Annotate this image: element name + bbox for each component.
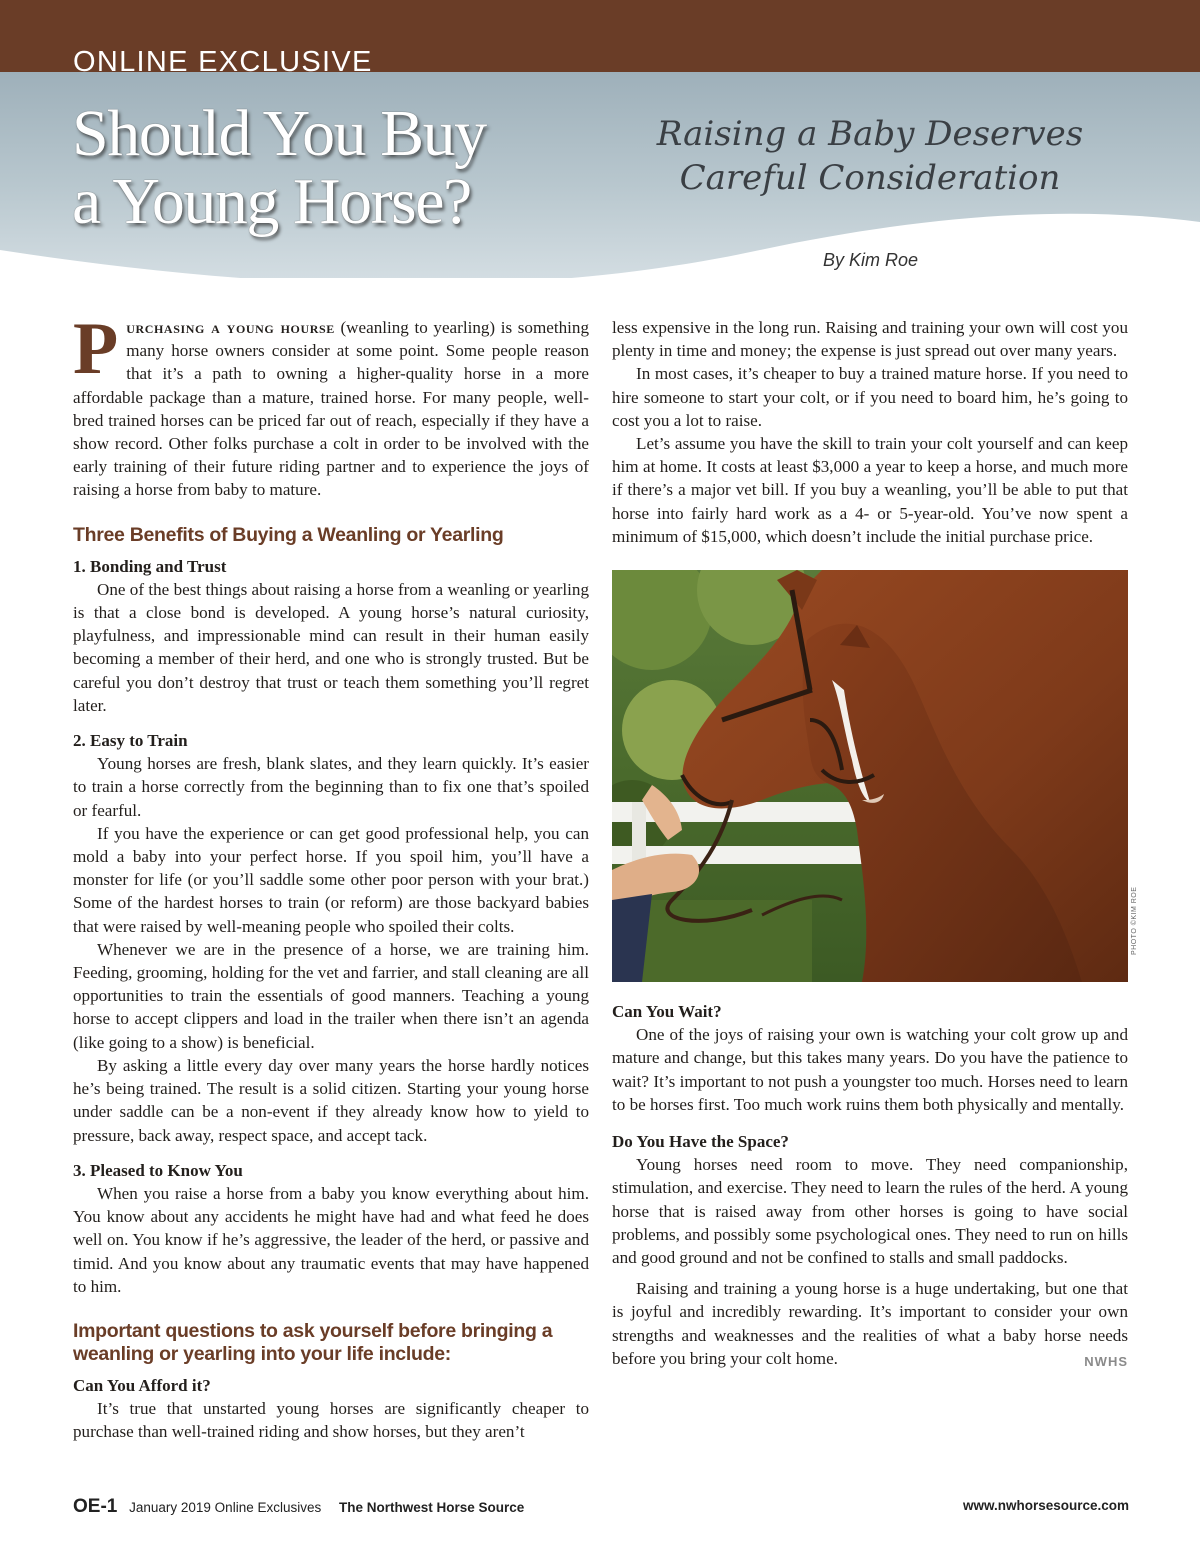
- subheading-pleased: 3. Pleased to Know You: [73, 1160, 243, 1180]
- lead-paragraph: [73, 308, 589, 502]
- byline: By Kim Roe: [823, 250, 919, 270]
- subheading-bonding: 1. Bonding and Trust: [73, 556, 227, 576]
- paragraph: One of the joys of raising your own is watching your colt grow up and mature and change, but this takes many years. Do you have the patience to wait? It’s important to not push a youngster too much. Horses need to learn to be horses first. Too much work ruins them both physically and mentally.: [612, 1025, 1128, 1114]
- paragraph: In most cases, it’s cheaper to buy a trained mature horse. If you need to hire someone to start your colt, or if you need to board him, he’s going to cost you a lot to raise.: [612, 364, 1128, 430]
- paragraph: When you raise a horse from a baby you know everything about him. You know about any accidents he might have had and what feed he does well on. You know if he’s aggressive, the leader of the herd, or passive and timid. And you know about any traumatic events that may have happened to him.: [73, 1183, 589, 1296]
- lead-in-smallcaps: urchasing a young hourse: [126, 318, 335, 337]
- paragraph: It’s true that unstarted young horses are significantly cheaper to purchase than well-trained riding and show horses, but they aren’t: [73, 1399, 589, 1442]
- page-footer: [73, 1496, 1129, 1518]
- paragraph: Whenever we are in the presence of a horse, we are training him. Feeding, grooming, holding for the vet and farrier, and stall cleaning are all opportunities to train the essentials of good manners. Teaching a young horse to accept clippers and load in the trailer when there isn’t an agenda (like going to a show) is beneficial.: [73, 939, 589, 1052]
- paragraph: Let’s assume you have the skill to train your colt yourself and can keep him at home. It costs at least $3,000 a year to keep a horse, and much more if there’s a major vet bill. If you buy a weanling, you’ll be able to put that horse into fairly hard work as a 4- or 5-year-old. You’ve now spent a minimum of $15,000, which doesn’t include the initial purchase price.: [612, 434, 1128, 546]
- subtitle-line-2: Careful Consideration: [679, 158, 1061, 198]
- website-url: www.nwhorsesource.com: [962, 1498, 1129, 1513]
- section-heading-benefits: Three Benefits of Buying a Weanling or Yearling: [73, 523, 504, 546]
- issue-label: January 2019 Online Exclusives: [129, 1500, 322, 1515]
- title-line-2: a Young Horse?: [72, 165, 471, 238]
- horse-photo-illustration: [612, 570, 1128, 982]
- closing-text: Raising and training a young horse is a huge undertaking, but one that is joyful and incredibly rewarding. It’s important to consider your own strengths and weaknesses and the realities of what a baby horse needs before you bring your colt home.: [612, 1279, 1128, 1368]
- subheading-afford: Can You Afford it?: [73, 1375, 211, 1395]
- subheading-space: Do You Have the Space?: [612, 1132, 789, 1152]
- paragraph: If you have the experience or can get good professional help, you can mold a baby into your perfect horse. If you spoil him, you’ll have a monster for life (or you’ll saddle some other poor person with your brat.) Some of the hardest horses to train (or reform) are those backyard babies that were raised by well-meaning people who spoiled their colts.: [73, 823, 589, 936]
- lead-text: (weanling to yearling) is something many horse owners consider at some point. Some people reason that it’s a path to owning a higher-quality horse in a more affordable package than a mature, trained horse. For many people, well-bred trained horses can be priced far out of reach, especially if they have a show record. Other folks purchase a colt in order to be involved with the early training of their future riding partner and to experience the joys of raising a horse from baby to mature.: [73, 318, 589, 500]
- article-subtitle: [640, 112, 1100, 200]
- paragraph: Young horses are fresh, blank slates, and they learn quickly. It’s easier to train a horse correctly from the beginning than to fix one that’s spoiled or fearful.: [73, 754, 589, 820]
- section-heading-questions: Important questions to ask yourself before bringing a weanling or yearling into your life include:: [73, 1319, 553, 1365]
- paragraph-continued: less expensive in the long run. Raising and training your own will cost you plenty in time and money; the expense is just spread out over many years.: [612, 318, 1128, 361]
- paragraph: By asking a little every day over many years the horse hardly notices he’s being trained. The result is a solid citizen. Starting your young horse under saddle can be a non-event if they already know how to yield to pressure, back away, respect space, and accept tack.: [73, 1055, 589, 1145]
- paragraph: Young horses need room to move. They need companionship, stimulation, and exercise. They need to learn the rules of the herd. A young horse that is raised away from other horses is going to have social problems, and possibly some psychological ones. They need to run on hills and good ground and not be confined to stalls and small paddocks.: [612, 1155, 1128, 1268]
- section-kicker: ONLINE EXCLUSIVE: [73, 46, 373, 78]
- right-column: [612, 316, 1128, 1373]
- publication-name: The Northwest Horse Source: [339, 1500, 525, 1515]
- page-number: OE-1: [73, 1496, 118, 1517]
- photo-credit: PHOTO ©KIM ROE: [1131, 886, 1138, 955]
- subheading-easy-to-train: 2. Easy to Train: [73, 731, 188, 751]
- subtitle-line-1: Raising a Baby Deserves: [656, 114, 1084, 154]
- end-mark: NWHS: [1084, 1353, 1128, 1369]
- article-title: [72, 97, 632, 238]
- title-line-1: Should You Buy: [72, 97, 486, 170]
- closing-paragraph: [612, 1277, 1128, 1370]
- paragraph-gap: [612, 1269, 1128, 1277]
- paragraph: One of the best things about raising a horse from a weanling or yearling is that a close bond is developed. A young horse’s natural curiosity, playfulness, and impressionable mind can result in their human easily becoming a member of their herd, and one who is strongly trusted. But be careful you don’t destroy that trust or teach them something you’ll regret later.: [73, 579, 589, 715]
- subheading-wait: Can You Wait?: [612, 1002, 722, 1022]
- drop-cap: P: [73, 308, 119, 390]
- horse-photo: [612, 570, 1128, 982]
- left-column: [73, 308, 589, 1444]
